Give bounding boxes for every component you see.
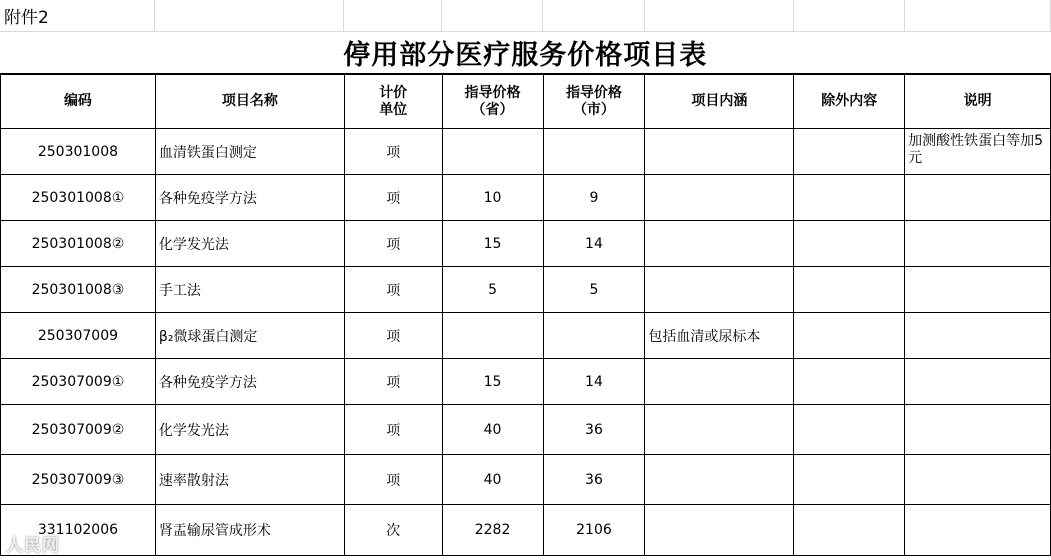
header-unit-line1: 计价	[379, 84, 408, 101]
cell-price-city	[543, 313, 645, 359]
cell-remark	[905, 359, 1051, 405]
cell-code: 250307009①	[1, 359, 156, 405]
cell-price-city: 36	[543, 455, 645, 505]
header-prov-line2: （省）	[471, 101, 514, 118]
cell-unit: 项	[344, 267, 442, 313]
cell-name: 手工法	[155, 267, 344, 313]
cell-price-province: 40	[442, 455, 543, 505]
cell-remark	[905, 505, 1051, 556]
cell-exclusion	[794, 129, 905, 175]
table-row	[1, 405, 1051, 455]
header-price-province	[442, 75, 543, 129]
empty-cell	[344, 0, 442, 32]
cell-content	[645, 221, 794, 267]
cell-content	[645, 267, 794, 313]
cell-code: 250301008②	[1, 221, 156, 267]
cell-name: 肾盂输尿管成形术	[155, 505, 344, 556]
cell-content	[645, 175, 794, 221]
cell-name: 化学发光法	[155, 405, 344, 455]
cell-price-city: 14	[543, 221, 645, 267]
cell-unit: 项	[344, 175, 442, 221]
table-row	[1, 455, 1051, 505]
cell-content	[645, 505, 794, 556]
cell-name: 各种免疫学方法	[155, 359, 344, 405]
sheet-header-area	[0, 0, 1051, 74]
cell-price-province: 5	[442, 267, 543, 313]
header-exclusion: 除外内容	[794, 75, 905, 129]
cell-remark	[905, 313, 1051, 359]
cell-price-province: 15	[442, 221, 543, 267]
header-city-line1: 指导价格	[565, 84, 622, 101]
cell-code: 250307009	[1, 313, 156, 359]
cell-code: 250307009③	[1, 455, 156, 505]
cell-exclusion	[794, 313, 905, 359]
cell-price-province: 10	[442, 175, 543, 221]
cell-price-city: 2106	[543, 505, 645, 556]
cell-price-province	[442, 129, 543, 175]
cell-price-province	[442, 313, 543, 359]
cell-unit: 项	[344, 313, 442, 359]
cell-price-province: 40	[442, 405, 543, 455]
cell-exclusion	[794, 505, 905, 556]
table-row	[1, 267, 1051, 313]
cell-code: 250307009②	[1, 405, 156, 455]
header-code: 编码	[1, 75, 156, 129]
empty-cell	[794, 0, 905, 32]
cell-remark	[905, 267, 1051, 313]
price-table	[0, 74, 1051, 556]
cell-name: 速率散射法	[155, 455, 344, 505]
cell-code: 250301008	[1, 129, 156, 175]
table-row	[1, 221, 1051, 267]
table-row	[1, 359, 1051, 405]
cell-price-city	[543, 129, 645, 175]
cell-exclusion	[794, 455, 905, 505]
cell-exclusion	[794, 405, 905, 455]
page-title: 停用部分医疗服务价格项目表	[0, 32, 1051, 74]
header-row	[1, 75, 1051, 129]
cell-remark	[905, 175, 1051, 221]
cell-unit: 项	[344, 359, 442, 405]
header-unit-line2: 单位	[379, 101, 408, 118]
cell-remark: 加测酸性铁蛋白等加5元	[905, 129, 1051, 175]
header-unit	[344, 75, 442, 129]
header-price-city	[543, 75, 645, 129]
cell-name: 化学发光法	[155, 221, 344, 267]
table-row	[1, 505, 1051, 556]
cell-exclusion	[794, 359, 905, 405]
cell-price-city: 14	[543, 359, 645, 405]
cell-price-city: 5	[543, 267, 645, 313]
cell-content	[645, 405, 794, 455]
cell-name: 各种免疫学方法	[155, 175, 344, 221]
cell-price-province: 2282	[442, 505, 543, 556]
empty-cell	[155, 0, 344, 32]
table-row	[1, 313, 1051, 359]
cell-unit: 次	[344, 505, 442, 556]
cell-content: 包括血清或尿标本	[645, 313, 794, 359]
cell-content	[645, 455, 794, 505]
cell-price-city: 9	[543, 175, 645, 221]
cell-exclusion	[794, 175, 905, 221]
header-remark: 说明	[905, 75, 1051, 129]
table-row	[1, 129, 1051, 175]
empty-cell	[543, 0, 645, 32]
table-row	[1, 175, 1051, 221]
cell-content	[645, 359, 794, 405]
empty-cell	[442, 0, 543, 32]
cell-content	[645, 129, 794, 175]
cell-exclusion	[794, 267, 905, 313]
header-name: 项目名称	[155, 75, 344, 129]
cell-unit: 项	[344, 405, 442, 455]
cell-code: 250301008③	[1, 267, 156, 313]
watermark: 人民网	[6, 536, 60, 556]
cell-code: 331102006	[1, 505, 156, 556]
annex-label: 附件2	[0, 0, 155, 32]
cell-price-province: 15	[442, 359, 543, 405]
cell-code: 250301008①	[1, 175, 156, 221]
cell-exclusion	[794, 221, 905, 267]
cell-price-city: 36	[543, 405, 645, 455]
header-city-line2: （市）	[572, 101, 615, 118]
empty-cell	[645, 0, 794, 32]
empty-cell	[905, 0, 1051, 32]
header-content: 项目内涵	[645, 75, 794, 129]
cell-remark	[905, 405, 1051, 455]
cell-name: 血清铁蛋白测定	[155, 129, 344, 175]
cell-unit: 项	[344, 129, 442, 175]
cell-remark	[905, 455, 1051, 505]
cell-name: β₂微球蛋白测定	[155, 313, 344, 359]
cell-unit: 项	[344, 221, 442, 267]
cell-unit: 项	[344, 455, 442, 505]
header-prov-line1: 指导价格	[464, 84, 521, 101]
cell-remark	[905, 221, 1051, 267]
